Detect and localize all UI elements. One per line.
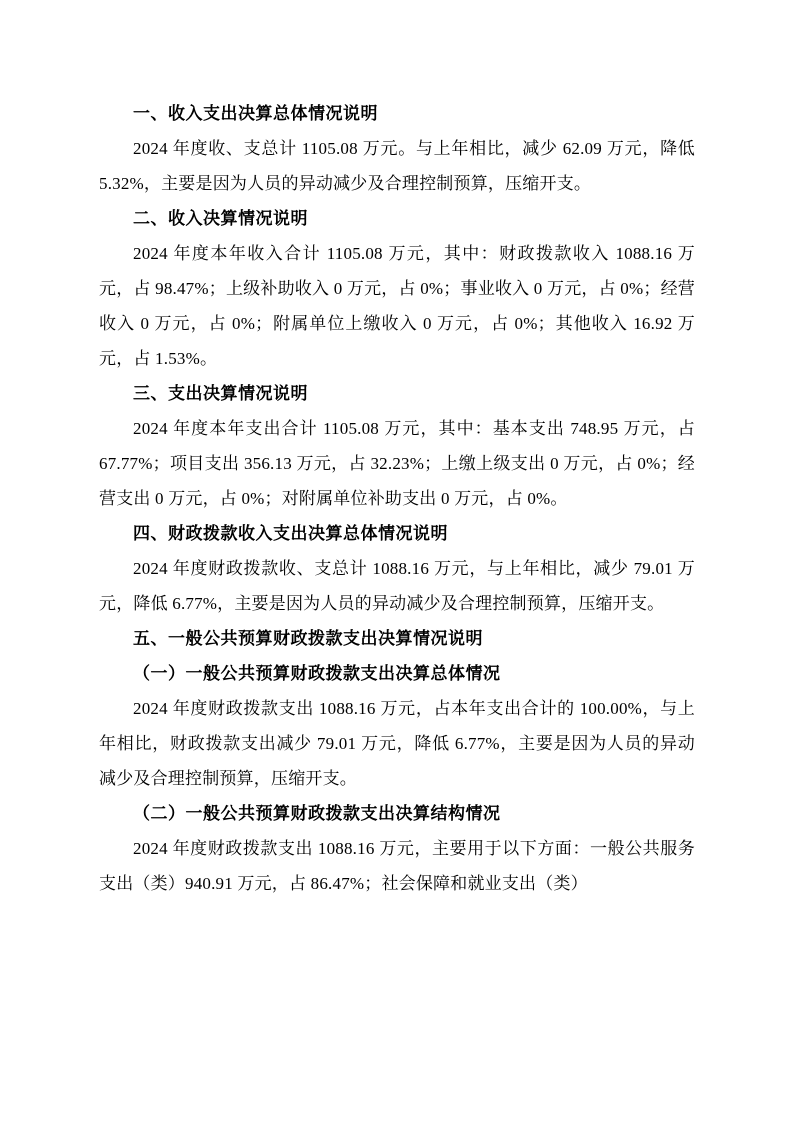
section-heading-general-public-budget-expenditure: 五、一般公共预算财政拨款支出决算情况说明 (133, 629, 483, 648)
subsection-heading-overall-situation: （一）一般公共预算财政拨款支出决算总体情况 (133, 664, 501, 683)
paragraph-income-final-accounts: 2024 年度本年收入合计 1105.08 万元，其中：财政拨款收入 1088.16 万元，占 98.47%；上级补助收入 0 万元，占 0%；事业收入 0 万元，占 0%；经营收入 0 万元，占 0%；附属单位上缴收入 0 万元，占 0%；其他收入 16.92 万元，占 1.53%。 (99, 244, 695, 368)
paragraph-income-expenditure-overview: 2024 年度收、支总计 1105.08 万元。与上年相比，减少 62.09 万元，降低 5.32%，主要是因为人员的异动减少及合理控制预算，压缩开支。 (99, 139, 695, 193)
section-heading-expenditure-final-accounts: 三、支出决算情况说明 (133, 384, 308, 403)
paragraph-fiscal-appropriation-overview: 2024 年度财政拨款收、支总计 1088.16 万元，与上年相比，减少 79.01 万元，降低 6.77%，主要是因为人员的异动减少及合理控制预算，压缩开支。 (99, 559, 695, 613)
section-heading-fiscal-appropriation-overview: 四、财政拨款收入支出决算总体情况说明 (133, 524, 448, 543)
paragraph-overall-situation: 2024 年度财政拨款支出 1088.16 万元，占本年支出合计的 100.00%，与上年相比，财政拨款支出减少 79.01 万元，降低 6.77%，主要是因为人员的异动减少及合理控制预算，压缩开支。 (99, 699, 695, 788)
section-heading-income-expenditure-overview: 一、收入支出决算总体情况说明 (133, 104, 378, 123)
paragraph-structure-situation: 2024 年度财政拨款支出 1088.16 万元，主要用于以下方面：一般公共服务支出（类）940.91 万元，占 86.47%；社会保障和就业支出（类） (99, 839, 695, 893)
subsection-heading-structure-situation: （二）一般公共预算财政拨款支出决算结构情况 (133, 804, 501, 823)
section-heading-income-final-accounts: 二、收入决算情况说明 (133, 209, 308, 228)
paragraph-expenditure-final-accounts: 2024 年度本年支出合计 1105.08 万元，其中：基本支出 748.95 万元，占 67.77%；项目支出 356.13 万元，占 32.23%；上缴上级支出 0 万元，占 0%；经营支出 0 万元，占 0%；对附属单位补助支出 0 万元，占 0%。 (99, 419, 695, 508)
